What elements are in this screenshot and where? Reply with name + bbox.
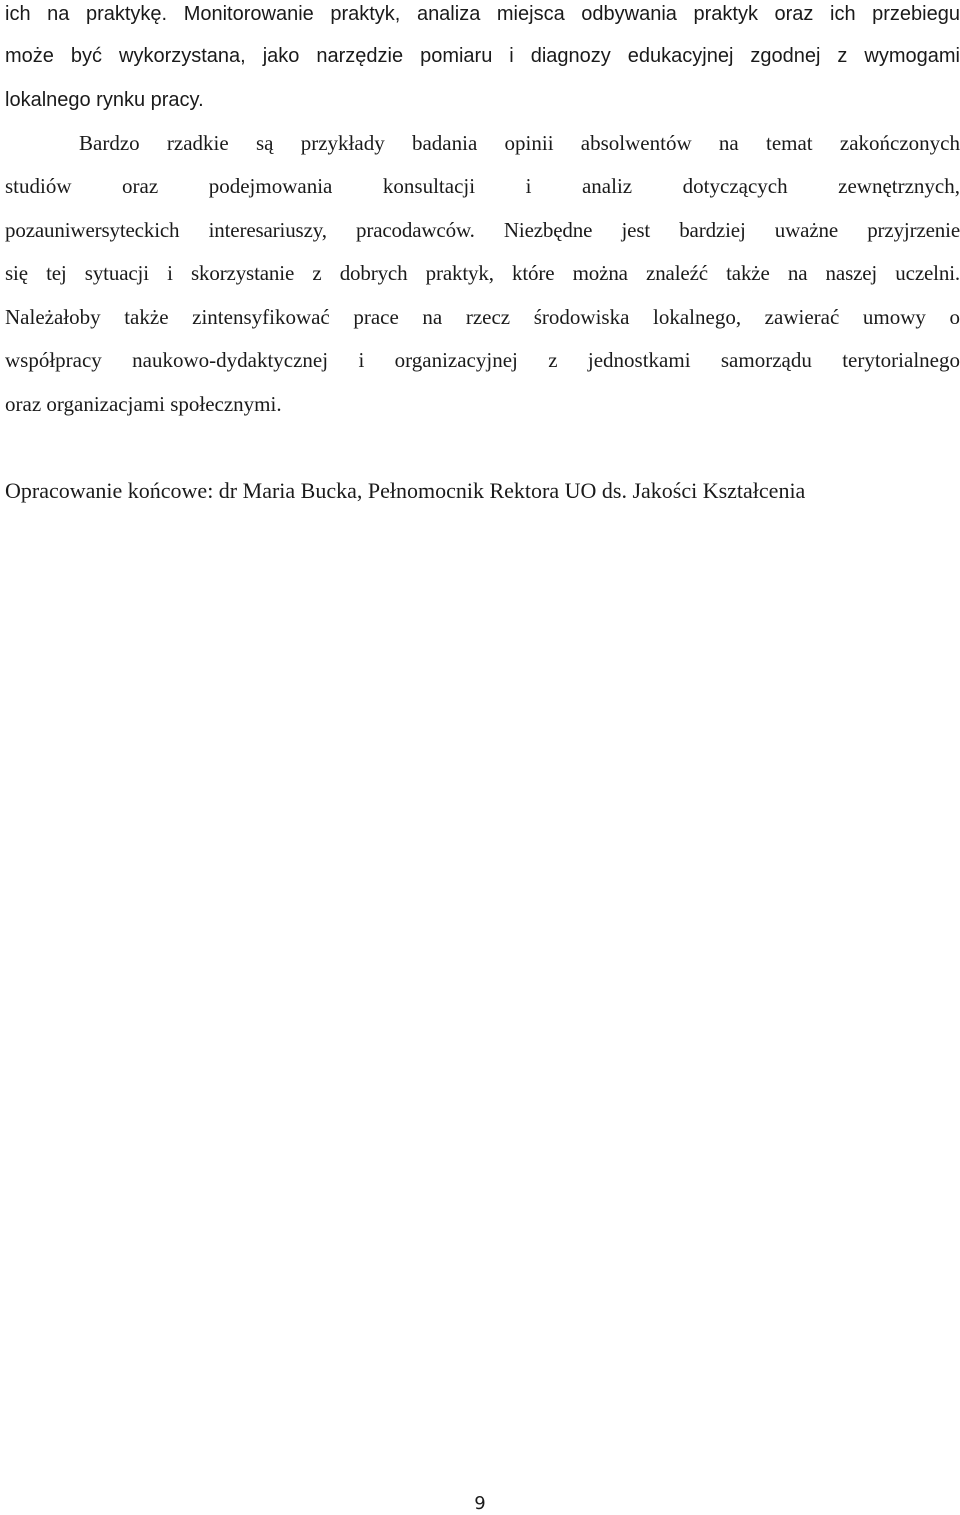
paragraph-1-line-2: może być wykorzystana, jako narzędzie pomiaru i diagnozy edukacyjnej zgodnej z wymogami	[5, 45, 960, 67]
paragraph-2-line-1: Bardzo rzadkie są przykłady badania opinii absolwentów na temat zakończonych	[79, 131, 960, 155]
paragraph-2-line-2: studiów oraz podejmowania konsultacji i analiz dotyczących zewnętrznych,	[5, 174, 960, 198]
paragraph-2-line-7: oraz organizacjami społecznymi.	[5, 392, 282, 416]
paragraph-1-line-3: lokalnego rynku pracy.	[5, 89, 204, 111]
paragraph-2-line-5: Należałoby także zintensyfikować prace na rzecz środowiska lokalnego, zawierać umowy o	[5, 305, 960, 329]
paragraph-1-line-1: ich na praktykę. Monitorowanie praktyk, analiza miejsca odbywania praktyk oraz ich przebiegu	[5, 3, 960, 25]
paragraph-2-line-3: pozauniwersyteckich interesariuszy, pracodawców. Niezbędne jest bardziej uważne przyjrzenie	[5, 218, 960, 242]
closing-note: Opracowanie końcowe: dr Maria Bucka, Pełnomocnik Rektora UO ds. Jakości Kształcenia	[5, 478, 806, 503]
paragraph-2-line-6: współpracy naukowo-dydaktycznej i organizacyjnej z jednostkami samorządu terytorialnego	[5, 348, 960, 372]
paragraph-2-line-4: się tej sytuacji i skorzystanie z dobrych praktyk, które można znaleźć także na naszej uczelni.	[5, 261, 960, 285]
page-number: 9	[474, 1493, 486, 1514]
